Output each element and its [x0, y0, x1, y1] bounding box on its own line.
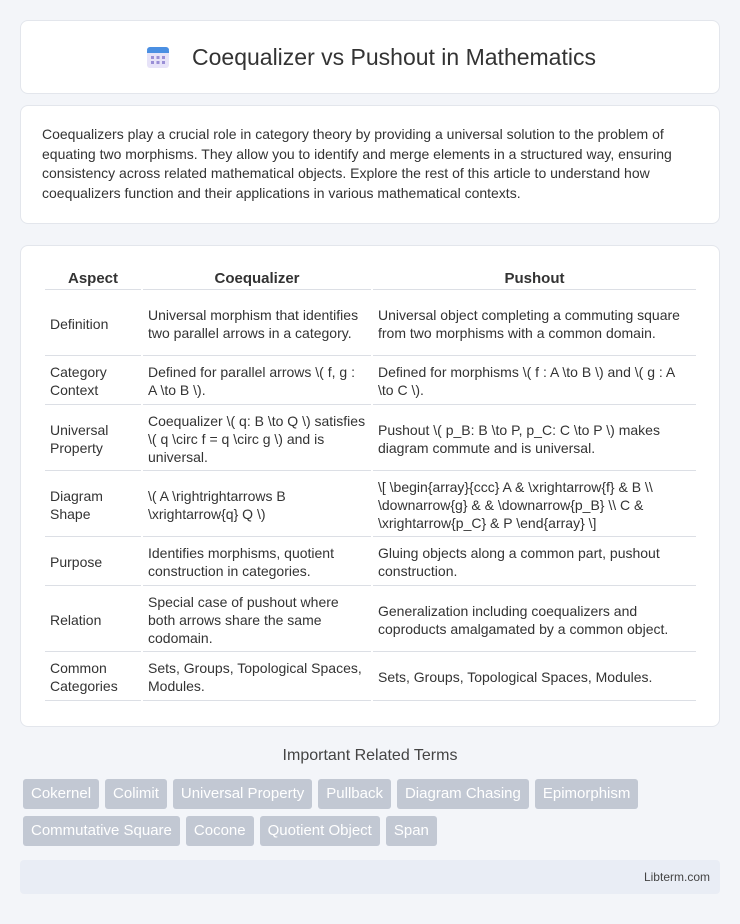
cell-pushout: Sets, Groups, Topological Spaces, Modules.	[373, 654, 696, 701]
footer	[20, 860, 720, 894]
tag-commutative-square[interactable]: Commutative Square	[23, 816, 180, 846]
comparison-table-card	[20, 245, 720, 727]
table-row	[45, 407, 696, 471]
tag-quotient-object[interactable]: Quotient Object	[260, 816, 380, 846]
cell-aspect: Purpose	[45, 539, 141, 586]
cell-coequalizer: Special case of pushout where both arrows share the same codomain.	[143, 588, 371, 652]
cell-coequalizer: Defined for parallel arrows \( f, g : A \to B \).	[143, 358, 371, 405]
table-row	[45, 539, 696, 586]
table-row	[45, 473, 696, 537]
cell-aspect: Relation	[45, 588, 141, 652]
related-terms-title: Important Related Terms	[282, 747, 458, 764]
table-row	[45, 358, 696, 405]
cell-pushout: Generalization including coequalizers and coproducts amalgamated by a common object.	[373, 588, 696, 652]
tag-universal-property[interactable]: Universal Property	[173, 779, 312, 809]
related-terms-list	[23, 779, 723, 846]
header-coequalizer: Coequalizer	[143, 268, 371, 290]
cell-pushout: Universal object completing a commuting square from two morphisms with a common domain.	[373, 292, 696, 356]
header-aspect: Aspect	[45, 268, 141, 290]
cell-coequalizer: \( A \rightrightarrows B \xrightarrow{q} Q \)	[143, 473, 371, 537]
footer-site-link[interactable]: Libterm.com	[643, 870, 710, 884]
tag-colimit[interactable]: Colimit	[105, 779, 167, 809]
cell-aspect: Definition	[45, 292, 141, 356]
cell-pushout: Defined for morphisms \( f : A \to B \) and \( g : A \to C \).	[373, 358, 696, 405]
intro-card	[20, 105, 720, 224]
cell-aspect: Category Context	[45, 358, 141, 405]
tag-epimorphism[interactable]: Epimorphism	[535, 779, 639, 809]
comparison-table	[43, 266, 698, 703]
tag-cokernel[interactable]: Cokernel	[23, 779, 99, 809]
table-row	[45, 292, 696, 356]
intro-text: Coequalizers play a crucial role in category theory by providing a universal solution to the problem of equating two morphisms. They allow you to identify and merge elements in a structured way, ensuring consistency across related mathematical objects. Explore the rest of this article to understand how coequalizers function and their applications in various mathematical contexts.	[42, 126, 672, 201]
tag-cocone[interactable]: Cocone	[186, 816, 254, 846]
tag-span[interactable]: Span	[386, 816, 437, 846]
cell-pushout: Pushout \( p_B: B \to P, p_C: C \to P \) makes diagram commute and is universal.	[373, 407, 696, 471]
cell-coequalizer: Identifies morphisms, quotient construction in categories.	[143, 539, 371, 586]
table-header-row	[45, 268, 696, 290]
cell-aspect: Universal Property	[45, 407, 141, 471]
table-row	[45, 654, 696, 701]
cell-coequalizer: Coequalizer \( q: B \to Q \) satisfies \( q \circ f = q \circ g \) and is universal.	[143, 407, 371, 471]
header-pushout: Pushout	[373, 268, 696, 290]
cell-pushout: \[ \begin{array}{ccc} A & \xrightarrow{f} & B \\ \downarrow{g} & & \downarrow{p_B} \\ C & \xrightarrow{p_C} & P \end{array} \]	[373, 473, 696, 537]
cell-aspect: Common Categories	[45, 654, 141, 701]
tag-pullback[interactable]: Pullback	[318, 779, 391, 809]
cell-coequalizer: Universal morphism that identifies two parallel arrows in a category.	[143, 292, 371, 356]
cell-aspect: Diagram Shape	[45, 473, 141, 537]
table-row	[45, 588, 696, 652]
page-title: Coequalizer vs Pushout in Mathematics	[192, 43, 596, 70]
calendar-icon	[144, 43, 172, 71]
cell-coequalizer: Sets, Groups, Topological Spaces, Modules.	[143, 654, 371, 701]
tag-diagram-chasing[interactable]: Diagram Chasing	[397, 779, 529, 809]
cell-pushout: Gluing objects along a common part, pushout construction.	[373, 539, 696, 586]
header-card	[20, 20, 720, 94]
